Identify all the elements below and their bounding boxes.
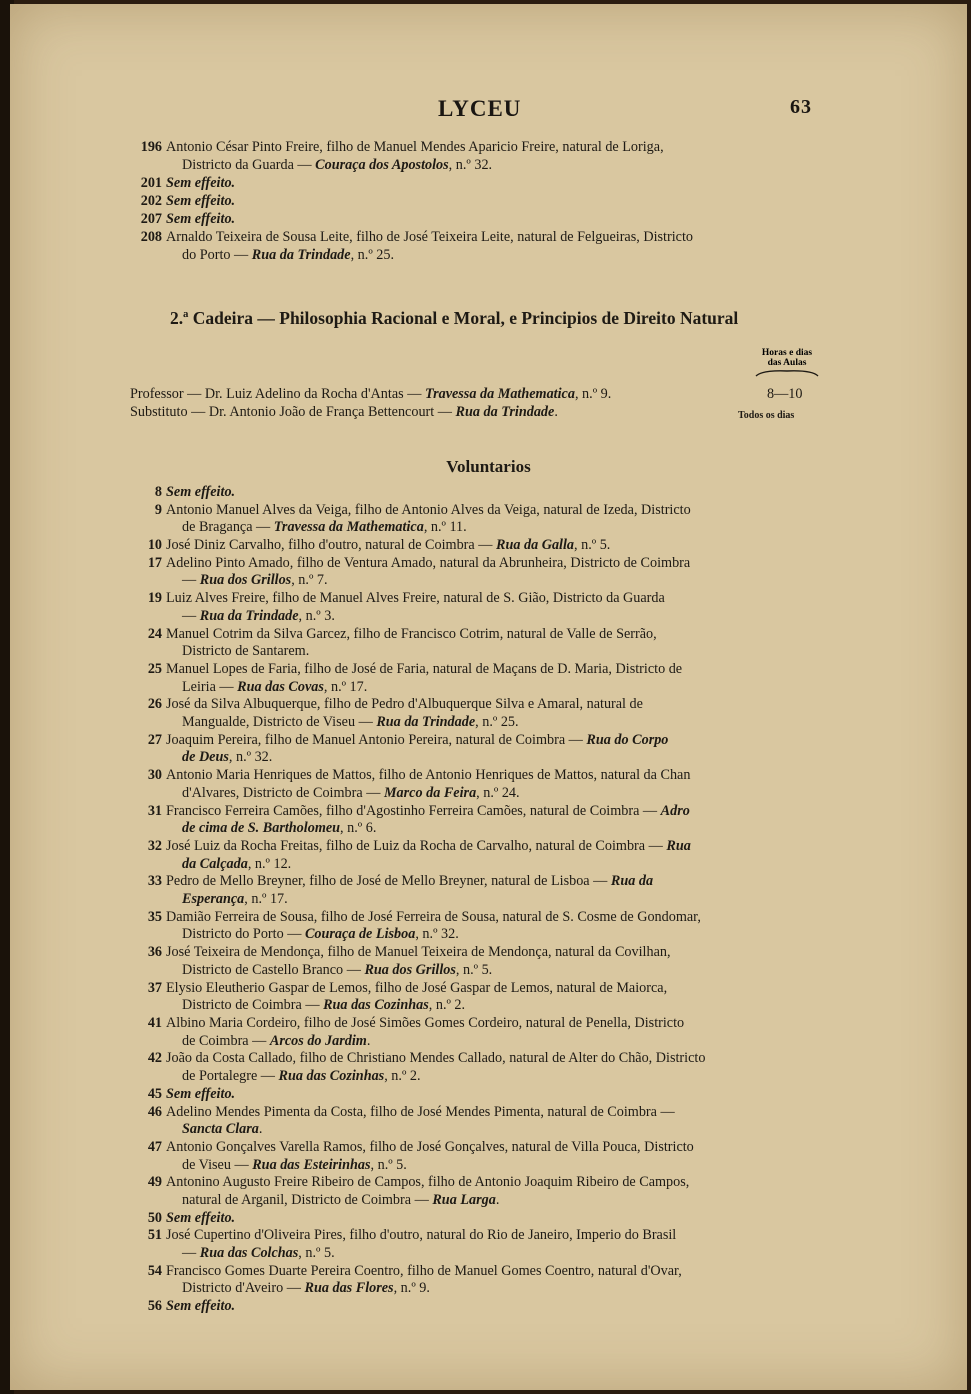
street-name: Sem effeito. <box>166 193 236 209</box>
entry-number: 8 <box>154 484 162 500</box>
hours-header-line2: das Aulas <box>767 358 807 368</box>
street-name: Travessa da Mathematica <box>273 519 424 536</box>
entry-text: José Diniz Carvalho, filho d'outro, natural de Coimbra — <box>166 537 496 554</box>
street-name: Rua da Trindade <box>376 714 476 731</box>
substitute-street: Rua da Trindade <box>455 404 555 420</box>
entry-text: Adelino Pinto Amado, filho de Ventura Amado, natural da Abrunheira, Districto de Coimbra <box>166 554 691 571</box>
entry-text: Luiz Alves Freire, filho de Manuel Alves Freire, natural de S. Gião, Districto da Guarda <box>166 590 665 607</box>
entry-number: 196 <box>140 139 162 155</box>
entry-text: , n.º 11. <box>423 519 467 536</box>
entry-line <box>166 555 690 573</box>
entry-text: , n.º 5. <box>298 1245 335 1262</box>
street-name: Sem effeito. <box>166 211 236 227</box>
entry-text: , n.º 9. <box>393 1280 430 1297</box>
entry-text: Antonio Gonçalves Varella Ramos, filho de José Gonçalves, natural de Villa Pouca, Districto <box>166 1138 694 1155</box>
entry-text: natural de Arganil, Districto de Coimbra — <box>182 1191 433 1208</box>
entry-text: , n.º 32. <box>448 157 493 173</box>
entry-text: de Portalegre — <box>182 1068 279 1085</box>
entry-line <box>166 193 235 211</box>
street-name: Rua das Covas <box>237 678 324 695</box>
street-name: Adro <box>660 802 690 819</box>
street-name: Sem effeito. <box>166 1209 236 1226</box>
entry-text: Francisco Ferreira Camões, filho d'Agostinho Ferreira Camões, natural de Coimbra — <box>166 802 661 819</box>
entry-continuation <box>182 572 328 590</box>
entry-text: José Teixeira de Mendonça, filho de Manuel Teixeira de Mendonça, natural da Covilhan, <box>166 944 671 961</box>
entry-text: Mangualde, Districto de Viseu — <box>182 714 377 731</box>
entry-continuation <box>182 679 367 697</box>
entry-line <box>166 732 668 750</box>
entry-text: , n.º 5. <box>455 961 493 978</box>
entry-number: 30 <box>147 767 162 784</box>
street-name: Rua da <box>610 873 654 890</box>
entry-continuation <box>182 785 520 803</box>
running-head: LYCEU <box>438 96 522 121</box>
street-name: Sem effeito. <box>166 175 236 191</box>
entry-line <box>166 537 610 555</box>
professor-line <box>130 386 611 404</box>
page-number: 63 <box>790 96 812 118</box>
entry-number: 202 <box>140 193 162 209</box>
entry-line <box>166 502 691 520</box>
entry-line <box>166 980 667 998</box>
street-name: Rua Larga <box>432 1191 496 1208</box>
entry-continuation <box>182 1157 407 1175</box>
entry-number: 36 <box>147 944 162 961</box>
entry-text: Adelino Mendes Pimenta da Costa, filho de José Mendes Pimenta, natural de Coimbra — <box>166 1103 675 1120</box>
street-name: Esperança <box>182 891 245 908</box>
entry-line <box>166 1174 689 1192</box>
entry-continuation <box>182 519 467 537</box>
entry-line <box>166 873 653 891</box>
hours-header <box>752 348 822 381</box>
hours-header-line1: Horas e dias <box>761 348 813 358</box>
entry-text: José Cupertino d'Oliveira Pires, filho d'outro, natural do Rio de Janeiro, Imperio do Brasil <box>166 1227 677 1244</box>
entry-text: Albino Maria Cordeiro, filho de José Simões Gomes Cordeiro, natural de Penella, Districto <box>166 1015 685 1031</box>
entry-text: . <box>495 1191 500 1208</box>
entry-number: 45 <box>147 1085 162 1102</box>
entry-number: 49 <box>147 1174 162 1191</box>
street-name: Rua <box>666 838 691 854</box>
street-name: da Calçada <box>182 855 248 872</box>
entry-text: Elysio Eleutherio Gaspar de Lemos, filho de José Gaspar de Lemos, natural de Maiorca, <box>166 979 668 996</box>
substitute-tail: . <box>554 404 558 420</box>
street-name: Rua da Galla <box>495 537 575 554</box>
entry-text: — <box>182 607 200 624</box>
entry-text: Antonio Manuel Alves da Veiga, filho de Antonio Alves da Veiga, natural de Izeda, Districto <box>166 501 691 518</box>
entry-continuation <box>182 643 309 661</box>
substitute-line <box>130 404 558 422</box>
entry-number: 54 <box>147 1262 162 1279</box>
street-name: Rua das Colchas <box>199 1245 299 1262</box>
entry-number: 51 <box>147 1227 162 1244</box>
street-name: Marco da Feira <box>383 784 477 801</box>
entry-number: 46 <box>147 1103 162 1120</box>
brace-icon <box>752 368 822 378</box>
entry-number: 201 <box>140 175 162 191</box>
entry-text: José Luiz da Rocha Freitas, filho de Luiz da Rocha de Carvalho, natural de Coimbra — <box>166 838 667 854</box>
entry-text: , n.º 25. <box>350 247 394 263</box>
entry-number: 56 <box>147 1298 162 1315</box>
entry-text: Districto de Santarem. <box>182 643 310 660</box>
entry-continuation <box>182 1121 262 1139</box>
entry-text: , n.º 17. <box>323 678 368 695</box>
street-name: Sem effeito. <box>166 484 236 500</box>
street-name: Sancta Clara <box>182 1121 259 1138</box>
entry-number: 47 <box>147 1138 162 1155</box>
entry-text: . <box>258 1121 263 1138</box>
entry-line <box>166 909 701 927</box>
entry-number: 208 <box>140 229 162 245</box>
entry-line <box>166 1298 235 1316</box>
entry-number: 27 <box>147 731 162 748</box>
entry-line <box>166 175 235 193</box>
street-name: Sem effeito. <box>166 1085 236 1102</box>
entry-number: 50 <box>147 1209 162 1226</box>
entry-text: de Coimbra — <box>182 1032 270 1049</box>
chair-title: 2.ª Cadeira — Philosophia Racional e Moral, e Principios de Direito Natural <box>170 308 739 328</box>
entry-text: João da Costa Callado, filho de Christiano Mendes Callado, natural de Alter do Chão, Districto <box>166 1050 706 1067</box>
entry-line <box>166 661 682 679</box>
entry-text: , n.º 32. <box>415 926 459 943</box>
entry-number: 31 <box>147 802 162 819</box>
entry-text: , n.º 24. <box>476 784 520 801</box>
entry-text: Manuel Cotrim da Silva Garcez, filho de Francisco Cotrim, natural de Valle de Serrão, <box>166 625 657 642</box>
entry-text: , n.º 25. <box>475 714 519 731</box>
entry-line <box>166 1104 675 1122</box>
street-name: Arcos do Jardim <box>269 1032 367 1049</box>
entry-text: Districto d'Aveiro — <box>182 1280 305 1297</box>
street-name: Sem effeito. <box>166 1298 236 1315</box>
entry-number: 42 <box>147 1050 162 1067</box>
entry-line <box>166 1210 235 1228</box>
entry-line <box>166 1050 705 1068</box>
street-name: de Deus <box>182 749 229 766</box>
entry-continuation <box>182 608 335 626</box>
entry-line <box>166 696 643 714</box>
entry-text: Leiria — <box>182 678 238 695</box>
entry-continuation <box>182 749 272 767</box>
entry-text: , n.º 3. <box>298 607 335 624</box>
entry-line <box>166 838 691 856</box>
entry-text: , n.º 7. <box>291 572 328 589</box>
substitute-days: Todos os dias <box>738 410 795 421</box>
entry-continuation <box>182 157 492 175</box>
entry-number: 207 <box>140 211 162 227</box>
entry-text: , n.º 17. <box>244 891 288 908</box>
entry-line <box>166 1263 682 1281</box>
entry-line <box>166 211 235 229</box>
entry-continuation <box>182 820 376 838</box>
street-name: Rua das Esteirinhas <box>252 1156 371 1173</box>
street-name: Rua do Corpo <box>586 731 669 748</box>
entry-number: 24 <box>147 625 162 642</box>
entry-text: Antonio César Pinto Freire, filho de Manuel Mendes Aparicio Freire, natural de Loriga, <box>166 139 664 155</box>
entry-line <box>166 767 690 785</box>
entry-text: , n.º 6. <box>340 820 377 837</box>
entry-text: — <box>182 1245 200 1262</box>
entry-text: , n.º 12. <box>247 855 292 872</box>
street-name: Couraça de Lisboa <box>304 926 416 943</box>
entry-text: Pedro de Mello Breyner, filho de José de Mello Breyner, natural de Lisboa — <box>166 873 611 890</box>
substitute-text: Substituto — Dr. Antonio João de França Bettencourt — <box>130 404 456 420</box>
entry-continuation <box>182 1245 335 1263</box>
entry-line <box>166 626 657 644</box>
entry-text: Arnaldo Teixeira de Sousa Leite, filho de José Teixeira Leite, natural de Felgueiras, Districto <box>166 229 693 245</box>
street-name: Rua das Cozinhas <box>278 1068 385 1085</box>
entry-continuation <box>182 997 465 1015</box>
professor-tail: , n.º 9. <box>574 386 612 402</box>
street-name: Rua dos Grillos <box>364 961 456 978</box>
entry-line <box>166 944 671 962</box>
entry-continuation <box>182 891 288 909</box>
entry-text: Districto de Castello Branco — <box>182 961 365 978</box>
entry-number: 10 <box>147 537 162 554</box>
entry-text: , n.º 2. <box>384 1068 421 1085</box>
entry-line <box>166 590 665 608</box>
entry-number: 37 <box>147 979 162 996</box>
entry-text: Districto de Coimbra — <box>182 997 324 1014</box>
entry-text: , n.º 32. <box>228 749 273 766</box>
entry-line <box>166 1015 684 1033</box>
book-page <box>10 4 967 1390</box>
professor-text: Professor — Dr. Luiz Adelino da Rocha d'Antas — <box>130 386 425 402</box>
entry-line <box>166 1086 235 1104</box>
street-name: Rua das Flores <box>304 1280 394 1297</box>
entry-continuation <box>182 714 519 732</box>
entry-text: Antonio Maria Henriques de Mattos, filho de Antonio Henriques de Mattos, natural da Chan <box>166 767 691 784</box>
street-name: Rua das Cozinhas <box>323 997 429 1014</box>
entry-text: , n.º 5. <box>574 537 611 554</box>
entry-text: d'Alvares, Districto de Coimbra — <box>182 784 384 801</box>
entry-number: 41 <box>147 1015 162 1031</box>
street-name: Rua da Trindade <box>251 247 351 263</box>
volunteers-title: Voluntarios <box>446 457 531 476</box>
entry-line <box>166 1227 676 1245</box>
entry-continuation <box>182 1033 370 1051</box>
entry-text: de Bragança — <box>182 519 274 536</box>
entry-text: Manuel Lopes de Faria, filho de José de Faria, natural de Maçans de D. Maria, Districto de <box>166 661 683 677</box>
entry-text: do Porto — <box>182 247 252 263</box>
entry-text: — <box>182 572 200 589</box>
professor-street: Travessa da Mathematica <box>424 386 575 402</box>
street-name: Couraça dos Apostolos <box>315 157 449 173</box>
entry-continuation <box>182 856 291 874</box>
entry-number: 33 <box>147 873 162 890</box>
entry-number: 32 <box>147 838 162 854</box>
entry-continuation <box>182 247 394 265</box>
entry-line <box>166 803 690 821</box>
entry-continuation <box>182 926 459 944</box>
street-name: Rua dos Grillos <box>199 572 292 589</box>
professor-hours: 8—10 <box>767 386 803 402</box>
entry-continuation <box>182 1068 421 1086</box>
entry-number: 17 <box>147 554 162 571</box>
entry-text: . <box>366 1032 371 1049</box>
entry-line <box>166 139 664 157</box>
entry-line <box>166 229 693 247</box>
entry-text: Antonino Augusto Freire Ribeiro de Campos, filho de Antonio Joaquim Ribeiro de Campos, <box>166 1174 690 1191</box>
street-name: de cima de S. Bartholomeu <box>182 820 341 837</box>
entry-line <box>166 484 235 502</box>
entry-text: Joaquim Pereira, filho de Manuel Antonio Pereira, natural de Coimbra — <box>166 731 587 748</box>
entry-continuation <box>182 962 492 980</box>
entry-number: 25 <box>147 661 162 677</box>
entry-number: 26 <box>147 696 162 713</box>
entry-continuation <box>182 1280 430 1298</box>
entry-text: Districto da Guarda — <box>182 157 316 173</box>
entry-text: Damião Ferreira de Sousa, filho de José Ferreira de Sousa, natural de S. Cosme de Gondomar, <box>166 908 701 925</box>
entry-text: , n.º 5. <box>370 1156 407 1173</box>
entry-text: Francisco Gomes Duarte Pereira Coentro, filho de Manuel Gomes Coentro, natural d'Ovar, <box>166 1262 682 1279</box>
entry-text: Districto do Porto — <box>182 926 305 943</box>
entry-continuation <box>182 1192 499 1210</box>
street-name: Rua da Trindade <box>199 607 299 624</box>
entry-text: de Viseu — <box>182 1156 253 1173</box>
entry-line <box>166 1139 694 1157</box>
entry-text: José da Silva Albuquerque, filho de Pedro d'Albuquerque Silva e Amaral, natural de <box>166 696 643 713</box>
entry-number: 35 <box>147 908 162 925</box>
entry-number: 9 <box>154 501 162 518</box>
entry-number: 19 <box>147 590 162 607</box>
entry-text: , n.º 2. <box>428 997 466 1014</box>
